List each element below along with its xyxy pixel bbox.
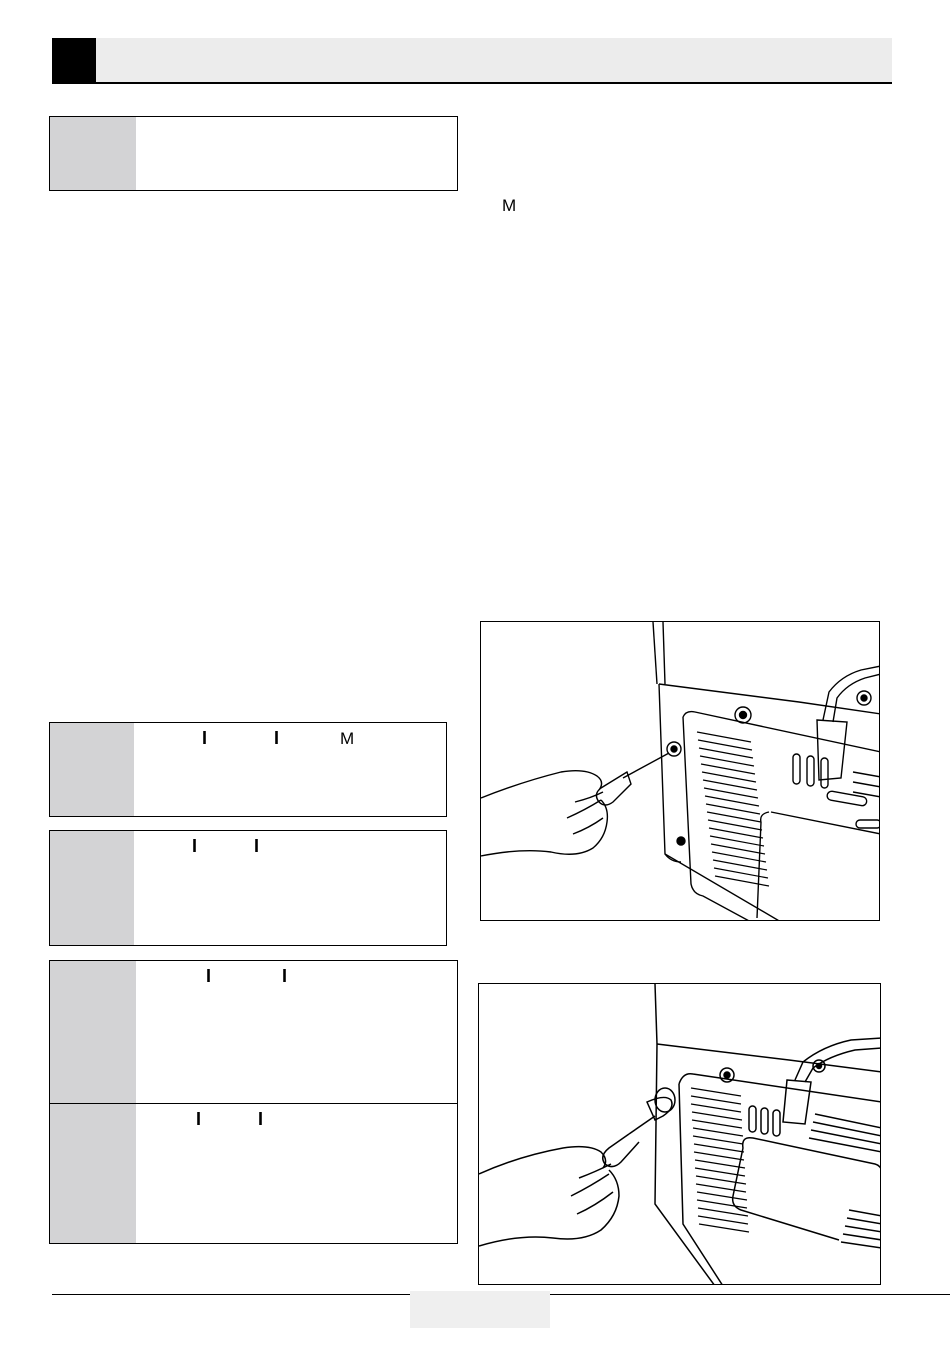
note-box-a xyxy=(49,722,447,817)
text-fragment: I xyxy=(258,1109,264,1129)
note-box-b xyxy=(49,830,447,946)
text-fragment: I xyxy=(202,728,208,748)
section-number-block xyxy=(52,38,96,82)
appliance-back-panel-drawing xyxy=(481,622,880,921)
text-fragment: I xyxy=(254,836,260,856)
text-fragment: I xyxy=(282,966,288,986)
text-fragment: I xyxy=(192,836,198,856)
text-fragment: I xyxy=(274,728,280,748)
note-box-side-panel xyxy=(50,831,134,945)
text-fragment: M xyxy=(340,729,355,748)
illustration-screw-removal-2 xyxy=(478,983,881,1285)
illustration-screw-removal-1 xyxy=(480,621,880,921)
page-number-tab xyxy=(410,1291,550,1328)
appliance-back-panel-drawing xyxy=(479,984,881,1285)
text-fragment: I xyxy=(196,1109,202,1129)
text-fragment: I xyxy=(206,966,212,986)
text-fragment: M xyxy=(502,196,517,215)
note-box-side-panel xyxy=(50,1104,136,1243)
note-box-d xyxy=(49,1103,458,1244)
note-box-side-panel xyxy=(50,117,136,190)
section-header-bar xyxy=(52,38,892,84)
note-box-side-panel xyxy=(50,723,134,816)
note-box-side-panel xyxy=(50,961,136,1103)
note-box-c xyxy=(49,960,458,1104)
note-box-top xyxy=(49,116,458,191)
